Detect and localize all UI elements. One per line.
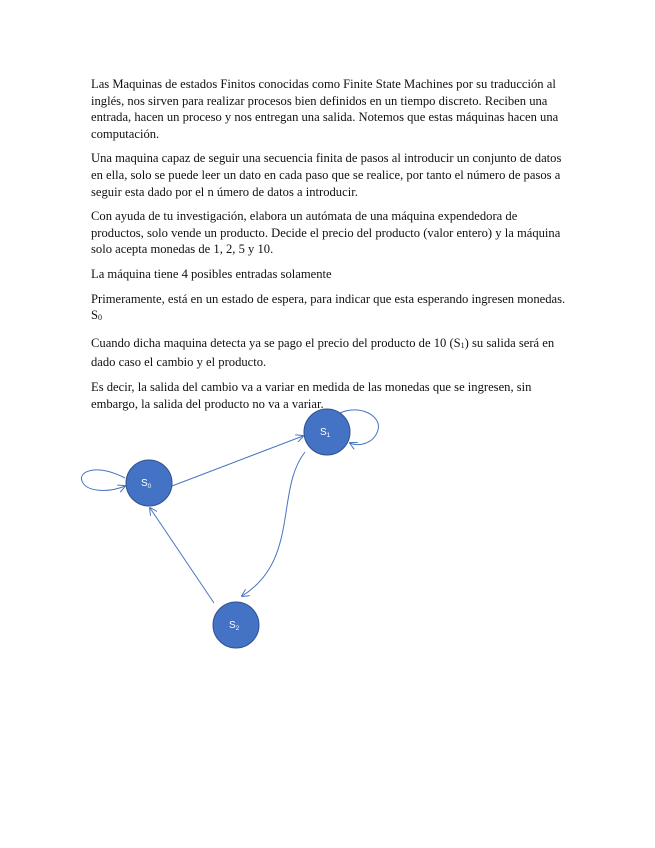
state-node-s2 (213, 602, 259, 648)
state-node-s1 (304, 409, 350, 455)
state-label-s2: $S_2$ (229, 620, 240, 632)
wait-state-text: Primeramente, está en un estado de espera, para indicar que esta esperando ingresen monedas. S (91, 291, 566, 323)
payment-text-before: Cuando dicha maquina detecta ya se pago el precio del producto de 10 (S (91, 335, 461, 350)
state-label-s0: $S_0$ (141, 478, 152, 490)
payment-subscript: 1 (460, 340, 465, 350)
edge-s0-self-loop (81, 470, 125, 490)
edge-s2-to-s0 (150, 508, 214, 603)
edge-s0-to-s1 (172, 436, 303, 486)
paragraph-change-output: Es decir, la salida del cambio va a variar en medida de las monedas que se ingresen, sin embargo, la salida del producto no va a variar. (91, 379, 532, 411)
paragraph-intro: Las Maquinas de estados Finitos conocidas como Finite State Machines por su traducción al inglés, nos sirven para realizar procesos bien definidos en un tiempo discreto. Reciben una entrada, hacen un proceso y nos entregan una salida. Notemos que estas máquinas hacen una computación. (91, 77, 559, 141)
paragraph-definition: Una maquina capaz de seguir una secuencia finita de pasos al introducir un conjunto de datos en ella, solo se puede leer un dato en cada paso que se realice, por tanto el número de pasos a seguir esta dado por el n úmero de datos a introducir. (91, 151, 562, 199)
wait-state-subscript: 0 (98, 313, 103, 323)
payment-text-after: ) su salida será en dado caso el cambio y el producto. (91, 335, 555, 370)
state-node-s0 (126, 460, 172, 506)
paragraph-assignment: Con ayuda de tu investigación, elabora un autómata de una máquina expendedora de productos, solo vende un producto. Decide el precio del producto (valor entero) y la máquina solo acepta monedas de 1, 2, 5 y 10. (91, 209, 561, 257)
edge-s1-to-s2 (242, 452, 305, 596)
paragraph-inputs: La máquina tiene 4 posibles entradas solamente (91, 266, 332, 281)
state-label-s1: $S_1$ (320, 427, 331, 439)
